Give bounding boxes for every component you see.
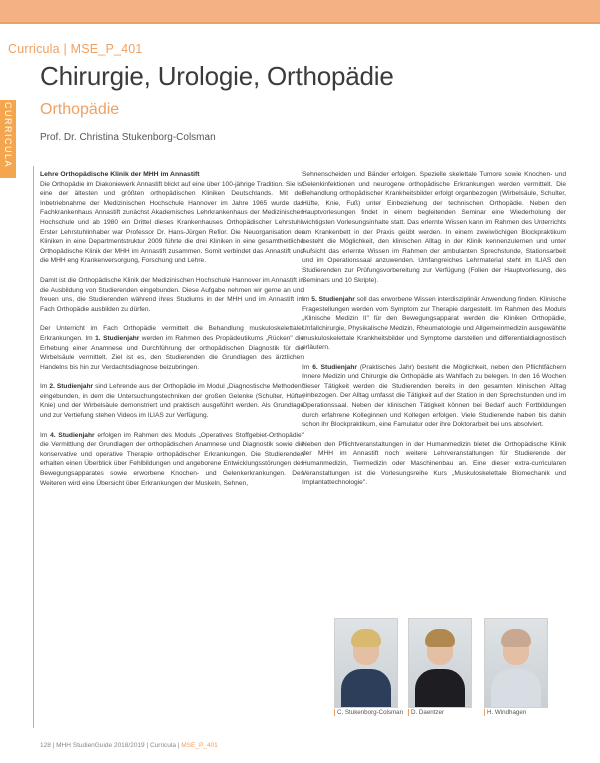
highlight-year: 6. Studienjahr [312,363,357,371]
paragraph: Damit ist die Orthopädische Klinik der Medizinischen Hochschule Hannover im Annastift in die Ausbildung von Studierenden eingebunden. Diese Aufgabe nehmen wir gerne an und freuen uns, die Studierenden während ihres Studiums in der MHH und im Annastift im Fach Orthopädie ausbilden zu dürfen. [40,276,304,313]
page-title: Chirurgie, Urologie, Orthopädie [40,61,394,91]
accent-rule [33,166,34,728]
highlight-year: 4. Studienjahr [50,431,95,439]
paragraph: Die Orthopädie im Diakoniewerk Annastift blickt auf eine über 100-jährige Tradition. Sie ist eine der ältesten und größten orthopädischen Kliniken Deutschlands. Mit der Inbetriebnahme der Medizinischen Hochschule Hannover im Jahre 1965 wurde das Fachkrankenhaus Annastift zunächst Akademisches Lehrkrankenhaus der Medizinischen Hochschule und ab 1980 ein Drittel dieses Krankenhauses Orthopädischer Lehrstuhl. Erster Lehrstuhlinhaber war Professor Dr. Hans-Jürgen Refior. Die Neuorganisation der Kliniken in eine Departmentstruktur 2009 führte die drei Kliniken in eine gesamtheitliche Orthopädische Klinik der MHH im Annastift zusammen. Somit verbindet das Annastift und die MHH eng Krankenversorgung, Forschung und Lehre. [40,180,304,265]
portrait-photo [408,618,472,708]
text-column-right [302,170,566,498]
photo-caption: C. Stukenborg-Colsman [334,709,403,716]
portrait-photo [334,618,398,708]
paragraph: Im 6. Studienjahr (Praktisches Jahr) besteht die Möglichkeit, neben den Pflichtfächern Innere Medizin und Chirurgie die Orthopädie als Wahlfach zu belegen. In den 16 Wochen dieser Tätigkeit werden die Studierenden bereits in den gesamten klinischen Alltag einbezogen. Der Alltag umfasst die Tätigkeit auf der Station in den Sprechstunden und im Operationssaal. Neben der klinischen Tätigkeit können bei Bedarf auch Fortbildungen durch erfahrene Kolleginnen und Kollegen erfolgen. Viele Studierende haben bis dahin schon ihr Blockpraktikum, eine Famulatur oder ihre Doktorarbeit bei uns absolviert. [302,363,566,429]
highlight-year: 1. Studienjahr [95,334,140,342]
highlight-year: 2. Studienjahr [49,383,94,391]
paragraph: Im 4. Studienjahr erfolgen im Rahmen des Moduls „Operatives Stoffgebiet-Orthopädie" die Vermittlung der Grundlagen der orthopädischen Anamnese und Diagnostik sowie die konservative und operative Therapie orthopädischer Erkrankungen. Die Studierenden erhalten einen Überblick über Fehlbildungen und angeborene Entwicklungsstörungen des Bewegungsapparates sowie erworbene Knochen- und Gelenkerkrankungen. Des Weiteren wird eine Übersicht über Erkrankungen der Muskeln, Sehnen, [40,431,304,487]
highlight-year: 5. Studienjahr [311,296,355,304]
side-tab [0,100,16,178]
portrait-hair [501,629,531,647]
portrait-photo [484,618,548,708]
photo-caption: D. Daentzer [408,709,444,716]
paragraph: Im 5. Studienjahr soll das erworbene Wissen interdisziplinär Anwendung finden. Klinische Fragestellungen werden vom Symptom zur Therapie dargestellt. Im Rahmen des Moduls „Klinische Medizin II" für den Bewegungsapparat werden die Kliniken Orthopädie, Unfallchirurgie, Physikalische Medizin, Rheumatologie und Allgemeinmedizin ausgewählte muskuloskelettale Krankheitsbilder und Symptome darstellen und differentialdiagnostisch erläutern. [302,296,566,352]
footer-accent: MSE_P_401 [181,742,218,749]
page-subtitle: Orthopädie [40,101,120,118]
portrait-body [491,669,541,708]
paragraph: Neben den Pflichtveranstaltungen in der Humanmedizin bietet die Orthopädische Klinik der MHH im Annastift noch weitere Lehrveranstaltungen für Studierende der Humanmedizin, Tiermedizin oder Maschinenbau an. Eine dieser extra-curricularen Veranstaltungen ist die Vorlesungsreihe Kurs „Muskuloskelettale Biomechanik und Implantattechnologie". [302,440,566,487]
text-column-left [40,170,304,498]
portrait-body [341,669,391,708]
top-color-bar [0,0,600,22]
paragraph: Sehnenscheiden und Bänder erfolgen. Spezielle skelettale Tumore sowie Knochen- und Gelenkinfektionen und neurogene orthopädische Erkrankungen werden vermittelt. Die Behandlung orthopädischer Krankheitsbilder erfolgt organbezogen (Wirbelsäule, Schulter, Hüfte, Knie, Fuß) unter Einbeziehung der technischen Orthopädie. Neben den Hauptvorlesungen findet in einem begleitenden Seminar eine Wiederholung der wichtigsten Vorlesungsinhalte statt. Das erlernte Wissen kann im Rahmen des Unterrichts am Krankenbett in der Praxis geübt werden. In einem zweiwöchigen Blockpraktikum besteht die Möglichkeit, den klinischen Alltag in der Klinik kennenzulernen und unter Aufsicht das erlernte Wissen im Rahmen der ambulanten Sprechstunde, Stationsarbeit und im Operationssaal anzuwenden. Umfangreiches Lehrmaterial steht im ILIAS den Studierenden zur Prüfungsvorbereitung zur Verfügung (Folien der Hauptvorlesung, des Seminars und 10 Skripte). [302,171,566,284]
footer-text: 128 | MHH StudienGuide 2018/2019 | Curricula | [40,742,182,749]
portrait-hair [351,629,381,647]
author-name: Prof. Dr. Christina Stukenborg-Colsman [40,132,216,143]
paragraph: Der Unterricht im Fach Orthopädie vermittelt die Behandlung muskuloskelettaler Erkrankungen. Im 1. Studienjahr werden im Rahmen des Propädeutikums „Rücken" die Erhebung einer Anamnese und Durchführung der orthopädischen Diagnostik für die Wirbelsäule vermittelt. Ziel ist es, den Studierenden die Grundlagen des ärztlichen Handelns bis hin zur Verdachtsdiagnose beizubringen. [40,325,305,371]
page-footer [40,742,218,749]
portrait-body [415,669,465,708]
top-divider [0,22,600,24]
portrait-hair [425,629,455,647]
paragraph: Im 2. Studienjahr sind Lehrende aus der Orthopädie im Modul „Diagnostische Methoden" eingebunden, in dem die Untersuchungstechniken der großen Gelenke (Schulter, Hüfte, Knie) und der Wirbelsäule demonstriert und praktisch ausgeführt werden. Als Grundlage und zur Vertiefung stehen Videos im ILIAS zur Verfügung. [40,383,304,420]
section-header: Curricula | MSE_P_401 [8,42,143,56]
section-heading: Lehre Orthopädische Klinik der MHH im Annastift [40,171,200,178]
side-tab-label: CURRICULA [3,102,13,169]
photo-caption: H. Windhagen [484,709,526,716]
